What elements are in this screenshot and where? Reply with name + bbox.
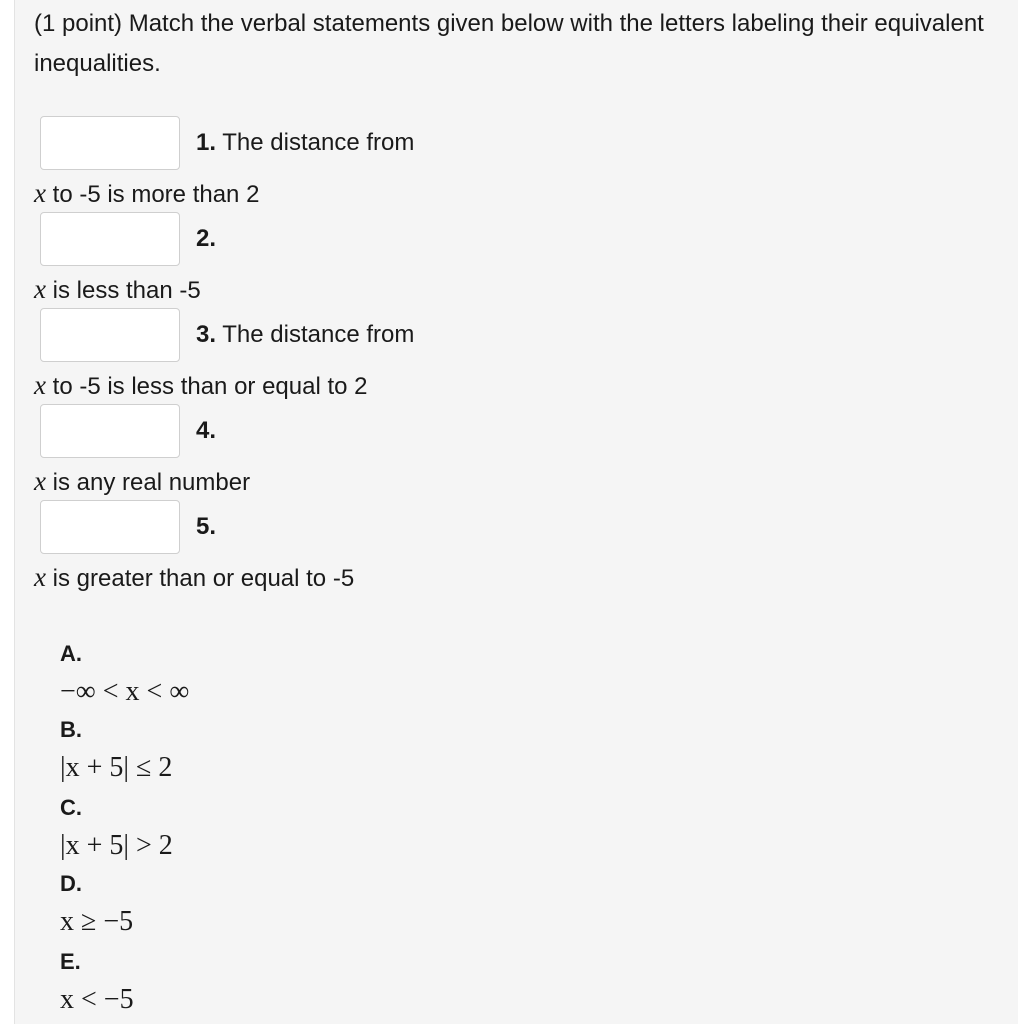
- statement-5-variable: x: [34, 562, 46, 592]
- answer-input-3[interactable]: [40, 308, 180, 362]
- option-d-expression: x ≥ −5: [60, 906, 134, 937]
- statement-4-tail-text: is any real number: [45, 469, 251, 496]
- statement-2-number: 2.: [196, 225, 217, 252]
- statement-3-tail-text: to -5 is less than or equal to 2: [45, 373, 368, 400]
- option-e-letter: E.: [60, 949, 81, 974]
- option-a-letter: A.: [60, 641, 82, 666]
- option-c-letter: C.: [60, 795, 82, 820]
- option-b-expression: |x + 5| ≤ 2: [60, 752, 173, 783]
- statement-3-number: 3.: [196, 321, 217, 348]
- statement-3-variable: x: [34, 370, 46, 400]
- option-b-letter: B.: [60, 717, 82, 742]
- statement-2-tail-text: is less than -5: [45, 277, 201, 304]
- statement-5-head: [196, 512, 216, 542]
- statement-4-variable: x: [34, 466, 46, 496]
- statement-4-tail: [34, 466, 250, 498]
- answer-input-4[interactable]: [40, 404, 180, 458]
- statement-3-head-text: The distance from: [222, 321, 415, 348]
- option-a-expression: −∞ < x < ∞: [60, 676, 190, 707]
- option-e-expression: x < −5: [60, 984, 134, 1015]
- statement-1-number: 1.: [196, 129, 217, 156]
- statement-4-head: [196, 416, 216, 446]
- statement-1-variable: x: [34, 178, 46, 208]
- statement-1-head: [196, 128, 414, 158]
- statement-2-head: [196, 224, 216, 254]
- statement-2-tail: [34, 274, 201, 306]
- statement-3-head: [196, 320, 414, 350]
- statement-5-tail: [34, 562, 354, 594]
- problem-prompt: (1 point) Match the verbal statements given below with the letters labeling their equivalent inequalities.: [34, 10, 984, 77]
- statement-5-number: 5.: [196, 513, 217, 540]
- answer-input-5[interactable]: [40, 500, 180, 554]
- statement-4-number: 4.: [196, 417, 217, 444]
- statement-1-head-text: The distance from: [222, 129, 415, 156]
- statement-2-variable: x: [34, 274, 46, 304]
- statement-3-tail: [34, 370, 368, 402]
- option-d-letter: D.: [60, 871, 82, 896]
- answer-input-1[interactable]: [40, 116, 180, 170]
- answer-input-2[interactable]: [40, 212, 180, 266]
- statement-1-tail: [34, 178, 259, 210]
- option-c-expression: |x + 5| > 2: [60, 830, 173, 861]
- statement-1-tail-text: to -5 is more than 2: [45, 181, 260, 208]
- statement-5-tail-text: is greater than or equal to -5: [45, 565, 355, 592]
